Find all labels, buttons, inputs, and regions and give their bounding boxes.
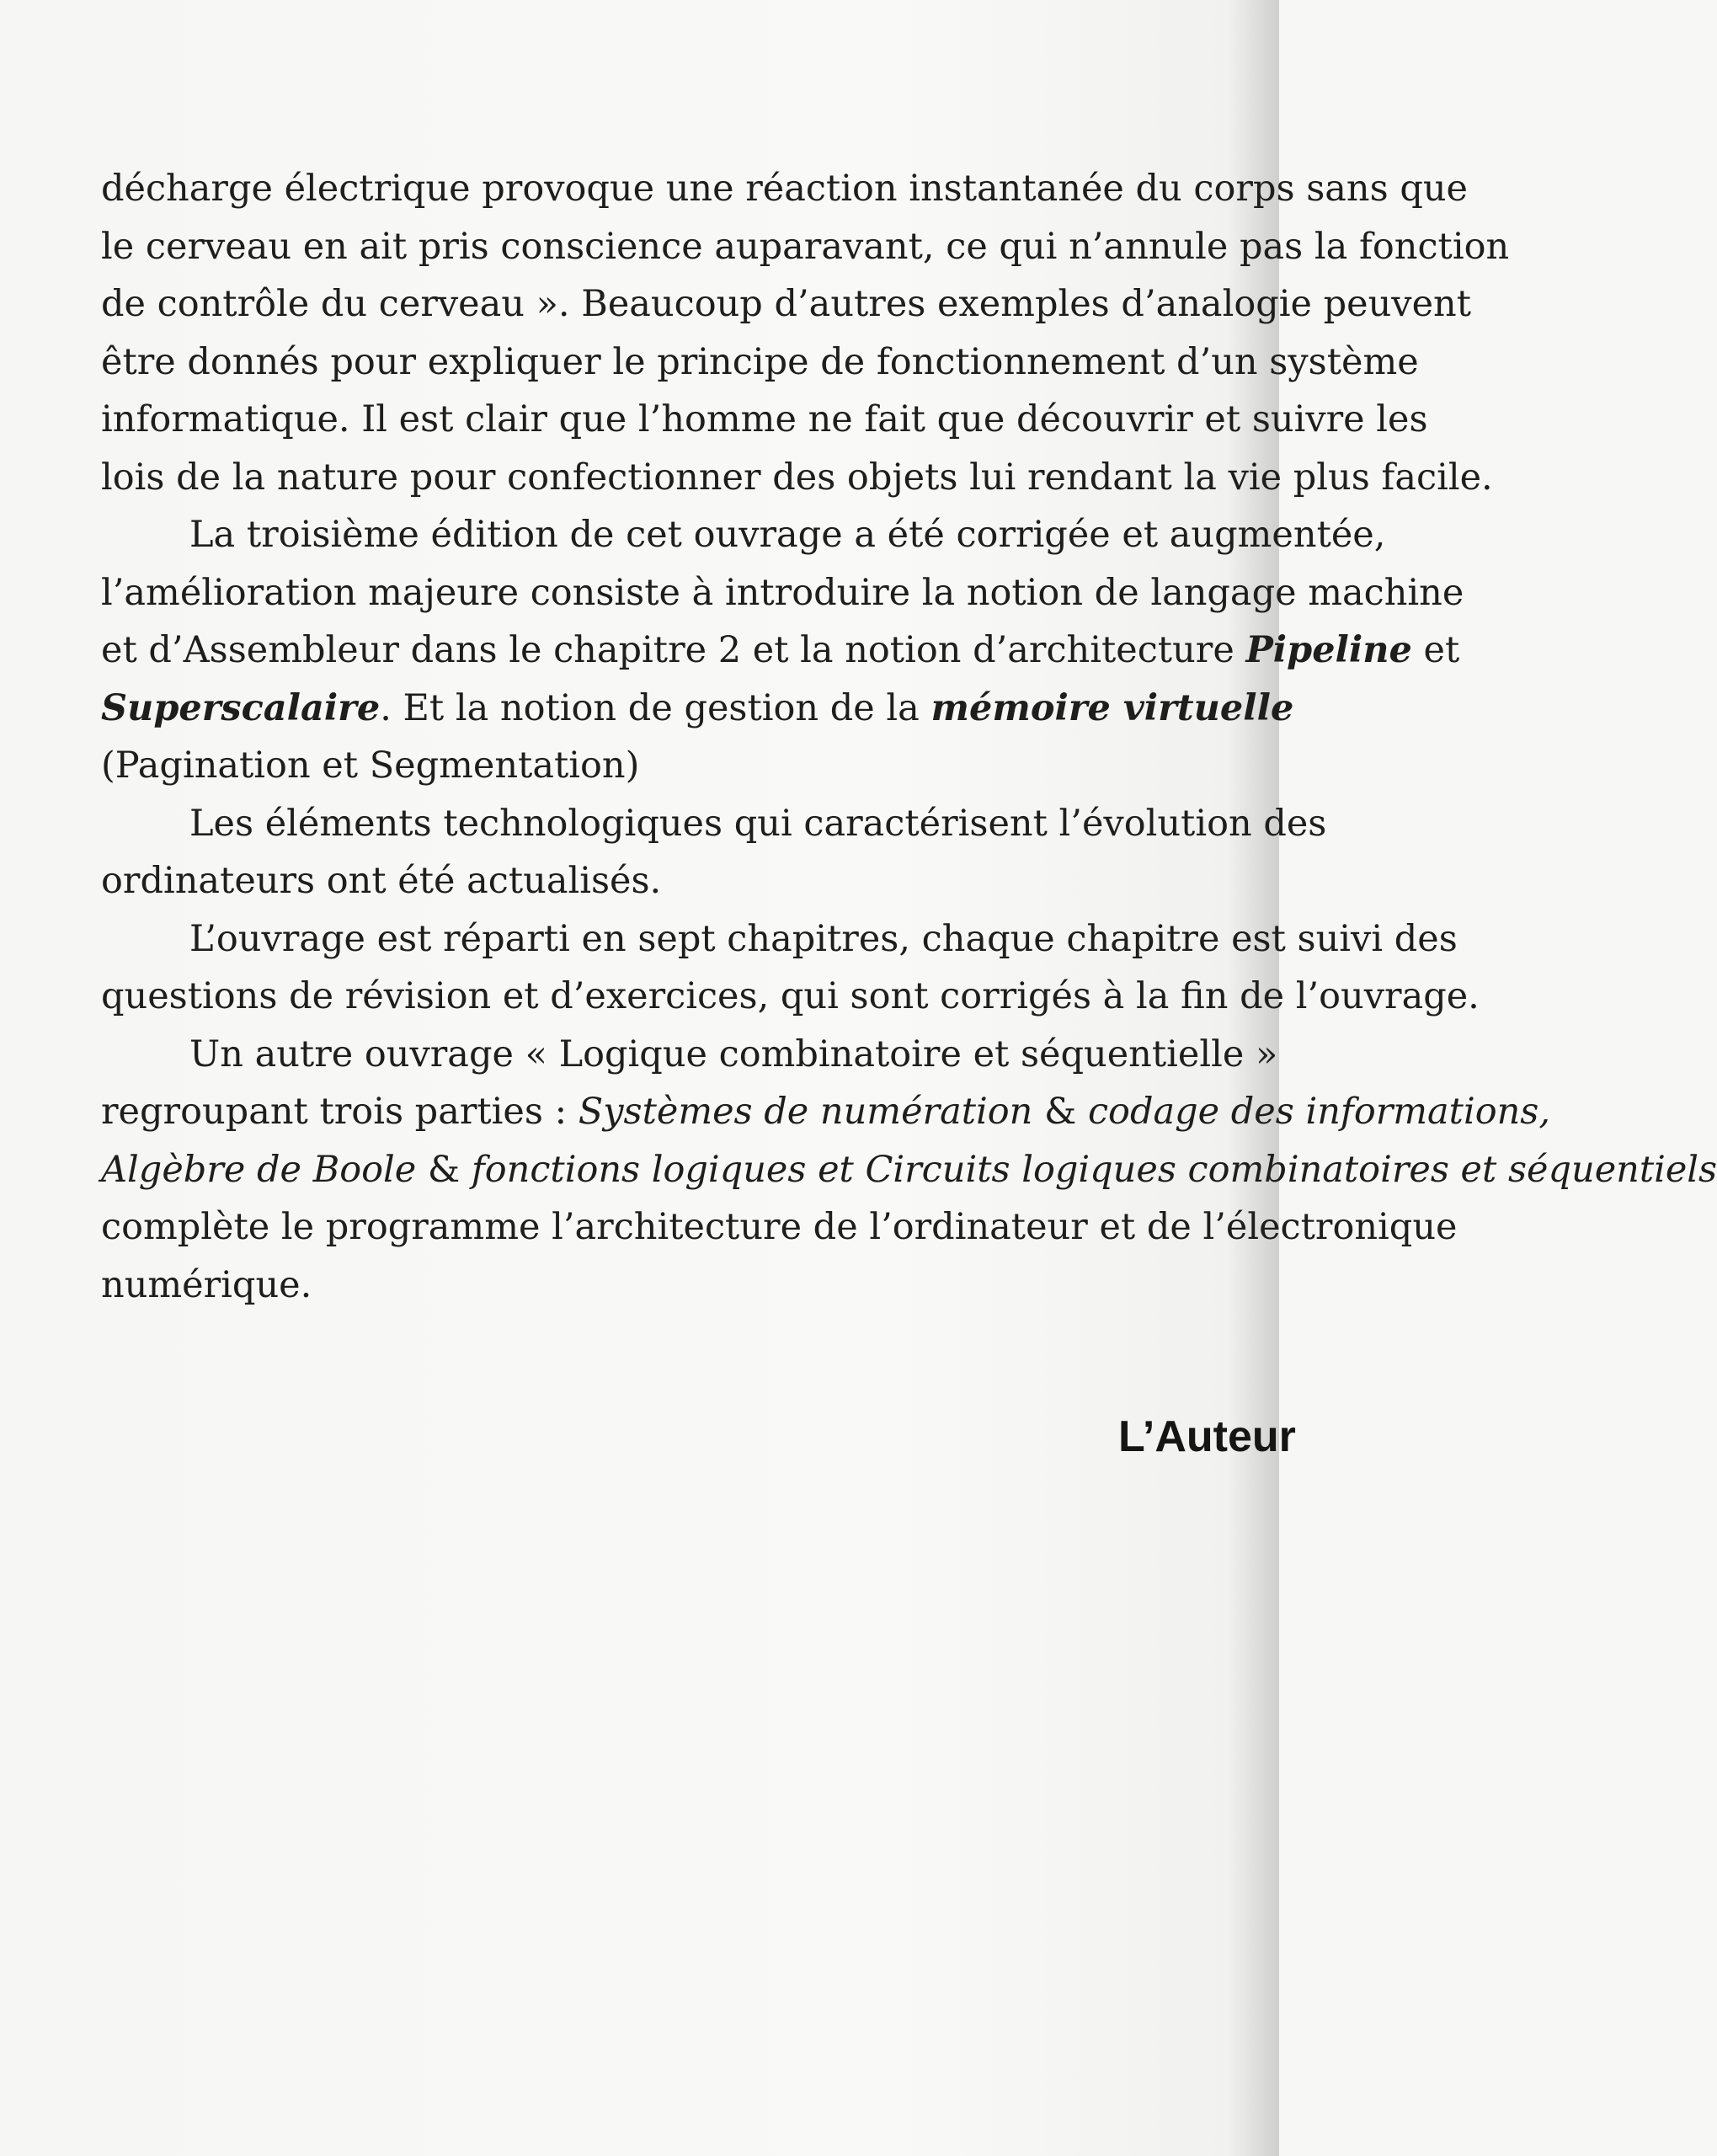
- paragraph-5-line-1: Un autre ouvrage « Logique combinatoire et séquentielle »: [189, 1033, 1278, 1075]
- paragraph-1-line-3: de contrôle du cerveau ». Beaucoup d’autres exemples d’analogie peuvent: [101, 283, 1471, 325]
- text-run: et: [1411, 629, 1460, 671]
- paragraph-1-line-1: décharge électrique provoque une réaction instantanée du corps sans que: [101, 168, 1468, 210]
- paragraph-1-line-6: lois de la nature pour confectionner des objets lui rendant la vie plus facile.: [101, 456, 1493, 499]
- paragraph-5-line-5: numérique.: [101, 1263, 312, 1306]
- text-run: regroupant trois parties :: [101, 1091, 579, 1133]
- paragraph-1-line-2: le cerveau en ait pris conscience auparavant, ce qui n’annule pas la fonction: [101, 225, 1510, 268]
- paragraph-3-line-2: ordinateurs ont été actualisés.: [101, 860, 662, 902]
- title-algebre-boole: Algèbre de Boole: [101, 1148, 417, 1191]
- paragraph-5-line-4: complète le programme l’architecture de l’ordinateur et de l’électronique: [101, 1206, 1458, 1248]
- paragraph-5-line-2: [101, 1083, 1551, 1141]
- term-pipeline: Pipeline: [1245, 629, 1412, 671]
- paragraph-5-line-3: [101, 1141, 1717, 1199]
- text-run: &: [1032, 1091, 1088, 1133]
- text-run: &: [416, 1148, 472, 1191]
- paragraph-2-line-3: [101, 622, 1460, 680]
- term-memoire-virtuelle: mémoire virtuelle: [930, 686, 1294, 729]
- paragraph-4-line-1: L’ouvrage est réparti en sept chapitres, chaque chapitre est suivi des: [189, 917, 1458, 960]
- text-run: . Et la notion de gestion de la: [380, 686, 931, 729]
- paragraph-3-line-1: Les éléments technologiques qui caractérisent l’évolution des: [189, 802, 1327, 845]
- paragraph-2-line-4: [101, 680, 1294, 738]
- paragraph-4-line-2: questions de révision et d’exercices, qui sont corrigés à la fin de l’ouvrage.: [101, 975, 1480, 1017]
- paragraph-1-line-4: être donnés pour expliquer le principe de fonctionnement d’un système: [101, 340, 1419, 383]
- paragraph-2-line-2: l’amélioration majeure consiste à introduire la notion de langage machine: [101, 571, 1464, 614]
- body-text: [101, 160, 1717, 1314]
- title-codage-informations: codage des informations,: [1087, 1091, 1551, 1133]
- title-fonctions-circuits: fonctions logiques et Circuits logiques combinatoires et séquentiels: [471, 1148, 1717, 1191]
- text-run: et d’Assembleur dans le chapitre 2 et la notion d’architecture: [101, 629, 1246, 671]
- author-signature: L’Auteur: [1118, 1412, 1296, 1461]
- paragraph-2-line-5: (Pagination et Segmentation): [101, 744, 640, 787]
- title-systemes-numeration: Systèmes de numération: [578, 1091, 1033, 1133]
- term-superscalaire: Superscalaire: [101, 686, 381, 729]
- paragraph-1-line-5: informatique. Il est clair que l’homme ne fait que découvrir et suivre les: [101, 398, 1428, 440]
- paragraph-2-line-1: La troisième édition de cet ouvrage a été corrigée et augmentée,: [189, 514, 1386, 556]
